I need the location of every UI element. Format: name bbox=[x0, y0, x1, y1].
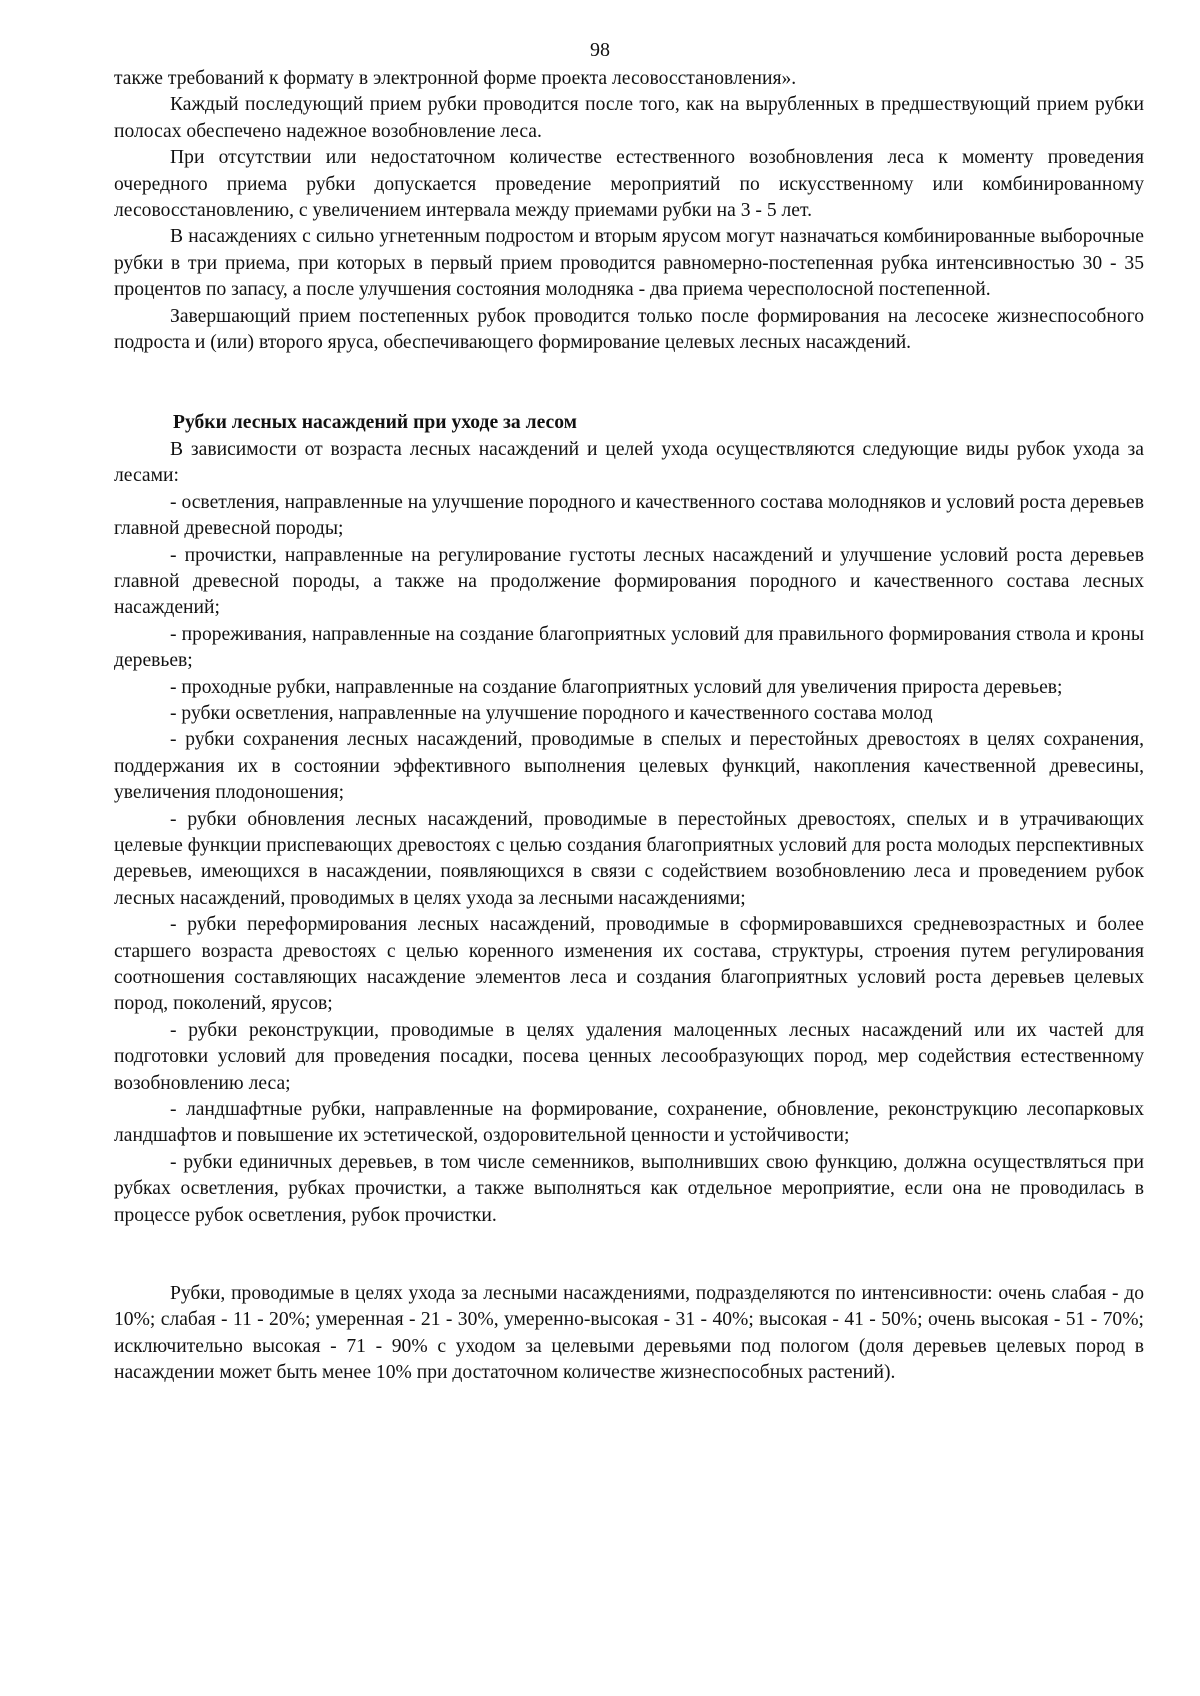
list-item: - рубки обновления лесных насаждений, проводимые в перестойных древостоях, спелых и в утрачивающих целевые функции приспевающих древостоях с целью создания благоприятных условий для роста молодых перспективных деревьев, имеющихся в насаждении, появляющихся в связи с содействием возобновлению леса и проведением рубок лесных насаждений, проводимых в целях ухода за лесными насаждениями; bbox=[114, 808, 1144, 909]
page-number: 98 bbox=[590, 39, 610, 61]
paragraph: В насаждениях с сильно угнетенным подростом и вторым ярусом могут назначаться комбинированные выборочные рубки в три приема, при которых в первый прием проводится равномерно-постепенная рубка интенсивностью 30 - 35 процентов по запасу, а после улучшения состояния молодняка - два приема чересполосной постепенной. bbox=[114, 226, 1144, 301]
list-item: - прочистки, направленные на регулирование густоты лесных насаждений и улучшение условий роста деревьев главной древесной породы, а также на продолжение формирования породного и качественного состава лесных насаждений; bbox=[114, 544, 1144, 619]
list-item: - прореживания, направленные на создание благоприятных условий для правильного формирования ствола и кроны деревьев; bbox=[114, 623, 1144, 672]
list-item: - рубки переформирования лесных насаждений, проводимые в сформировавшихся средневозрастных и более старшего возраста древостоях с целью коренного изменения их состава, структуры, строения путем регулирования соотношения составляющих насаждение элементов леса и создания благоприятных условий роста деревьев целевых пород, поколений, ярусов; bbox=[114, 914, 1144, 1015]
paragraph-continuation: также требований к формату в электронной форме проекта лесовосстановления». bbox=[114, 68, 797, 89]
paragraph: Завершающий прием постепенных рубок проводится только после формирования на лесосеке жизнеспособного подроста и (или) второго яруса, обеспечивающего формирование целевых лесных насаждений. bbox=[114, 305, 1144, 354]
section-heading: Рубки лесных насаждений при уходе за лесом bbox=[173, 412, 578, 434]
list-item: - рубки сохранения лесных насаждений, проводимые в спелых и перестойных древостоях в целях сохранения, поддержания их в состоянии эффективного выполнения целевых функций, накопления качественной древесины, увеличения плодоношения; bbox=[114, 729, 1144, 804]
list-item: - рубки единичных деревьев, в том числе семенников, выполнивших свою функцию, должна осуществляться при рубках осветления, рубках прочистки, а также выполняться как отдельное мероприятие, если она не проводилась в процессе рубок осветления, рубок прочистки. bbox=[114, 1151, 1144, 1226]
closing-paragraph: Рубки, проводимые в целях ухода за лесными насаждениями, подразделяются по интенсивности: очень слабая - до 10%; слабая - 11 - 20%; умеренная - 21 - 30%, умеренно-высокая - 31 - 40%; высокая - 41 - 50%; очень высокая - 51 - 70%; исключительно высокая - 71 - 90% с уходом за целевыми деревьями под пологом (доля деревьев целевых пород в насаждении может быть менее 10% при достаточном количестве жизнеспособных растений). bbox=[114, 1283, 1144, 1384]
paragraph: При отсутствии или недостаточном количестве естественного возобновления леса к моменту проведения очередного приема рубки допускается проведение мероприятий по искусственному или комбинированному лесовосстановлению, с увеличением интервала между приемами рубки на 3 - 5 лет. bbox=[114, 147, 1144, 222]
list-item: - осветления, направленные на улучшение породного и качественного состава молодняков и условий роста деревьев главной древесной породы; bbox=[114, 491, 1144, 540]
list-item: - рубки осветления, направленные на улучшение породного и качественного состава молод bbox=[170, 702, 933, 724]
list-item: - проходные рубки, направленные на создание благоприятных условий для увеличения прироста деревьев; bbox=[170, 676, 1063, 698]
paragraph: Каждый последующий прием рубки проводится после того, как на вырубленных в предшествующий прием рубки полосах обеспечено надежное возобновление леса. bbox=[114, 94, 1144, 142]
list-item: - ландшафтные рубки, направленные на формирование, сохранение, обновление, реконструкцию лесопарковых ландшафтов и повышение их эстетической, оздоровительной ценности и устойчивости; bbox=[114, 1099, 1144, 1147]
document-body bbox=[114, 66, 1144, 1387]
list-item: - рубки реконструкции, проводимые в целях удаления малоценных лесных насаждений или их частей для подготовки условий для проведения посадки, посева ценных лесообразующих пород, мер содействия естественному возобновлению леса; bbox=[114, 1019, 1144, 1094]
section-lead: В зависимости от возраста лесных насаждений и целей ухода осуществляются следующие виды рубок ухода за лесами: bbox=[114, 438, 1144, 487]
